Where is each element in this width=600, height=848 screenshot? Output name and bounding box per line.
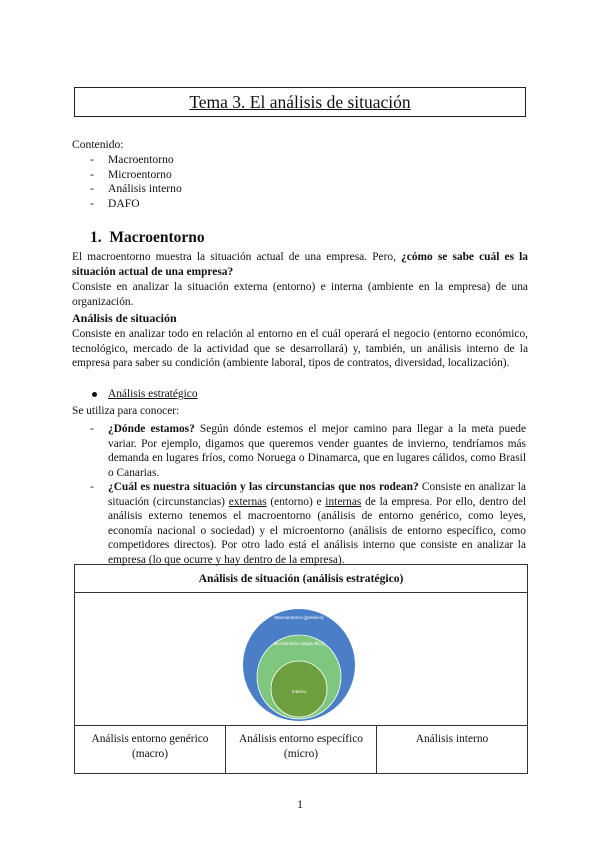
bullet-icon [92,392,97,397]
question-2-text: (entorno) e [266,495,326,508]
contents-item: - Análisis interno [90,182,182,197]
label-line: Macroentorno (genérico) [274,615,324,620]
contents-item: - DAFO [90,197,182,212]
bullet-text: Análisis estratégico [108,388,198,400]
dash-marker: - [90,423,94,435]
diagram-cell [75,593,528,726]
intro-paragraph [72,250,528,279]
question-2-text: de la empresa. Por ello, dentro del análisis externo tenemos el macroentorno (análisis de entorno genérico, como leyes, economía nacional o sociedad) y el microentorno (análisis de entorno específico, como competidores directos). Por otro lado está el análisis interno que consiste en analizar la empresa (lo que ocurre y hay dentro de la empresa). [108,495,527,566]
label-line: Microentorno (específico) [273,641,325,646]
page-title: Tema 3. El análisis de situación [189,92,411,112]
contents-label: Contenido: [72,138,124,151]
macro-circle-label [274,615,324,620]
dash-marker: - [90,481,94,493]
question-2-text: Consiste en analizar la situación (circunstancias) [108,481,526,508]
situation-table [74,564,528,774]
used-for-text: Se utiliza para conocer: [72,405,180,417]
table-header: Análisis de situación (análisis estratégico) [75,565,528,593]
section-heading: 1. Macroentorno [90,229,205,246]
question-1: ¿Dónde estamos? [108,423,195,435]
internas-text: internas [325,495,362,508]
consists-paragraph: Consiste en analizar la situación externa (entorno) e interna (ambiente en la empresa) de una organización. [72,281,528,308]
page-number: 1 [297,797,303,811]
question-2: ¿Cuál es nuestra situación y las circunstancias que nos rodean? [108,481,419,493]
bullet-item [92,388,198,400]
column-macro: Análisis entorno genérico (macro) [75,726,226,774]
column-internal: Análisis interno [377,726,528,774]
question-1-text: Según dónde estemos el mejor camino para llegar a la meta puede variar. Por ejemplo, digamos que queremos vender guantes de invierno, tendríamos más demanda en lugares fríos, como Noruega o Dinamarca, que en lugares cálidos, como Brasil o Canarias. [108,423,526,479]
intro-text: El macroentorno muestra la situación actual de una empresa. Pero, [72,251,402,263]
analysis-paragraph: Consiste en analizar todo en relación al entorno en el cuál operará el negocio (entorno económico, tecnológico, mercado de la actividad que se desarrollará) y, también, un análisis interno de la empresa para saber su condición (ambiente laboral, tipos de contratos, diversidad, localización). [72,328,528,370]
micro-circle-label [274,641,325,646]
question-item-1 [90,422,526,480]
column-micro: Análisis entorno específico (micro) [226,726,377,774]
title-box [74,87,526,117]
intro-question: ¿cómo se sabe cuál es la situación actual de una empresa? [72,251,529,278]
internal-circle-label: Interno [291,689,307,694]
contents-item: - Microentorno [90,168,182,183]
sub-heading: Análisis de situación [72,311,177,325]
contents-item: - Macroentorno [90,153,182,168]
question-item-2 [90,480,526,568]
contents-list [90,153,182,211]
nested-circles-diagram [75,593,527,725]
externas-text: externas [228,495,267,508]
